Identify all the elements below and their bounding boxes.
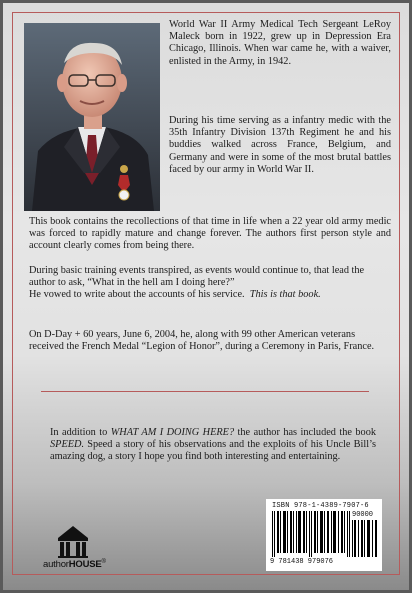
body-paragraph-4 [29, 265, 391, 302]
addendum-lead: In addition to [50, 427, 108, 438]
addendum-title-2: SPEED. [50, 439, 85, 451]
publisher-name [43, 559, 123, 570]
body-paragraph-5: On D-Day + 60 years, June 6, 2004, he, along with 99 other American veterans received the French Medal “Legion of Honor”, during a Ceremony in Paris, France. [29, 329, 375, 353]
authorhouse-house-icon [56, 524, 90, 558]
publisher-name-bold: HOUSE [68, 559, 102, 571]
publisher-logo [43, 524, 123, 570]
paragraph-4-line-1: During basic training events transpired, as events would continue to, that lead the author to ask, “What in the hell am I doing here?” [29, 265, 365, 289]
barcode-bars [272, 511, 350, 557]
addendum-tail: Speed a story of his observations and the exploits of his Uncle Bill’s amazing dog, a story I hope you find both interesting and entertaining. [50, 439, 376, 463]
paragraph-4-emphasis: This is that book. [249, 289, 321, 301]
isbn-barcode [266, 499, 382, 571]
author-portrait-illustration [24, 23, 160, 211]
addendum-title-1: WHAT AM I DOING HERE? [110, 427, 235, 438]
registered-mark: ® [101, 559, 106, 565]
addon-bars [352, 520, 378, 557]
barcode-number: 9 781438 979076 [270, 558, 334, 566]
price-code: 90000 [352, 511, 374, 519]
publisher-name-light: author [43, 559, 69, 571]
bio-paragraph-2: During his time serving as a infantry medic with the 35th Infantry Division 137th Regiment he and his buddies walked across France, Belgium, and Germany and were in some of the most brutal battles faced by our army in World War II. [169, 115, 391, 175]
isbn-text: ISBN 978-1-4389-7907-6 [272, 502, 369, 510]
addendum-paragraph [50, 427, 376, 464]
addendum-mid: the author has included the book [237, 427, 377, 438]
body-paragraph-3: This book contains the recollections of that time in life when a 22 year old army medic was forced to rapidly mature and change forever. The authors first person style and account clearly comes from being there. [29, 216, 391, 252]
bio-paragraph-1: World War II Army Medical Tech Sergeant LeRoy Maleck born in 1922, grew up in Depression Era Chicago, Illinois. When war came he, with a waiver, enlisted in the Army, in 1942. [169, 19, 391, 67]
section-divider [41, 391, 369, 392]
author-photo [24, 23, 160, 211]
paragraph-4-line-2: He vowed to write about the accounts of his service. [29, 289, 245, 301]
